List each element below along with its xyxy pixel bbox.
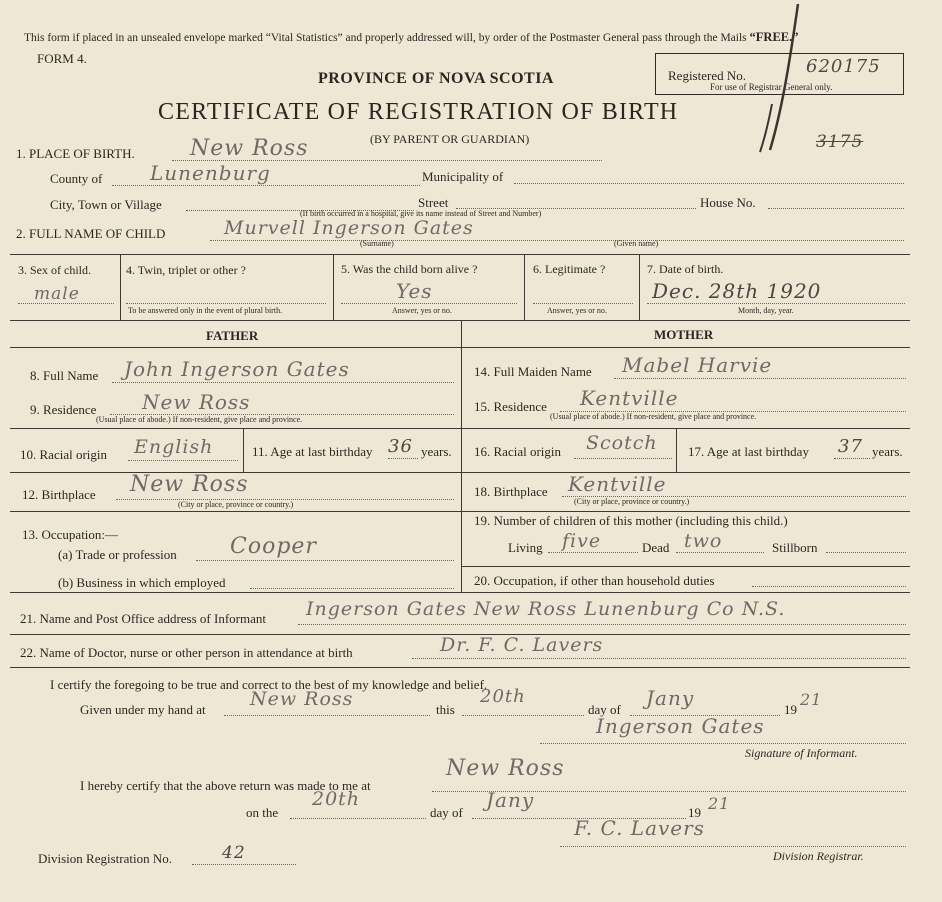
city-label: City, Town or Village	[50, 197, 162, 212]
father-heading: FATHER	[206, 328, 259, 343]
field-7-label: 7. Date of birth.	[647, 262, 724, 276]
field-9-label: 9. Residence	[30, 402, 97, 417]
attendant-value: Dr. F. C. Lavers	[440, 634, 604, 656]
given-year-prefix: 19	[784, 702, 797, 717]
postal-notice-text: This form if placed in an unsealed envelope marked “Vital Statistics” and properly addressed will, by order of the Postmaster General pass through the Mails	[24, 32, 747, 44]
father-racial-origin-value: English	[134, 436, 214, 458]
mother-residence-value: Kentville	[580, 386, 679, 410]
field-14-label: 14. Full Maiden Name	[474, 364, 592, 379]
mother-age-value: 37	[838, 436, 863, 457]
division-registration-label: Division Registration No.	[38, 851, 172, 866]
field-17-label: 17. Age at last birthday	[688, 444, 809, 459]
registered-label: Registered No.	[668, 68, 746, 83]
field-8-label: 8. Full Name	[30, 368, 99, 383]
field-22-label: 22. Name of Doctor, nurse or other person in attendance at birth	[20, 645, 353, 660]
mother-abode-note: (Usual place of abode.) If non-resident, give place and province.	[550, 412, 757, 421]
plural-birth-note: To be answered only in the event of plural birth.	[128, 306, 283, 315]
mother-heading: MOTHER	[654, 327, 714, 342]
field-13-label: 13. Occupation:—	[22, 527, 119, 542]
father-name-value: John Ingerson Gates	[124, 357, 350, 381]
given-year-value: 21	[800, 690, 823, 709]
father-abode-note: (Usual place of abode.) If non-resident, give place and province.	[96, 415, 303, 424]
mother-years-label: years.	[872, 444, 903, 459]
field-13b-label: (b) Business in which employed	[58, 575, 226, 590]
mother-birthplace-value: Kentville	[568, 472, 667, 496]
living-label: Living	[508, 540, 543, 555]
given-day-value: 20th	[480, 686, 526, 707]
return-certify-text: I hereby certify that the above return was made to me at	[80, 778, 371, 793]
stillborn-label: Stillborn	[772, 540, 818, 555]
born-alive-value: Yes	[396, 279, 433, 303]
division-registration-value: 42	[222, 843, 246, 863]
street-label: Street	[418, 195, 449, 210]
father-birthplace-value: New Ross	[130, 472, 249, 497]
certify-text: I certify the foregoing to be true and correct to the best of my knowledge and belief.	[50, 677, 488, 692]
division-registrar-label: Division Registrar.	[773, 849, 864, 863]
struck-number: 3175	[816, 132, 864, 152]
field-4-label: 4. Twin, triplet or other ?	[126, 263, 246, 277]
field-20-label: 20. Occupation, if other than household duties	[474, 573, 715, 588]
day-of-label: day of	[588, 702, 621, 717]
return-place-value: New Ross	[446, 756, 565, 781]
field-21-label: 21. Name and Post Office address of Informant	[20, 611, 266, 626]
this-label: this	[436, 702, 455, 717]
return-month-value: Jany	[486, 788, 535, 812]
given-label: Given under my hand at	[80, 702, 206, 717]
certificate-title: CERTIFICATE OF REGISTRATION OF BIRTH	[158, 99, 679, 125]
child-name-value: Murvell Ingerson Gates	[224, 217, 474, 239]
county-label: County of	[50, 171, 103, 186]
day-of-label-2: day of	[430, 805, 463, 820]
field-18-label: 18. Birthplace	[474, 484, 548, 499]
mother-racial-origin-value: Scotch	[586, 432, 658, 454]
field-12-label: 12. Birthplace	[22, 487, 96, 502]
place-of-birth-value: New Ross	[190, 136, 309, 161]
postal-notice-free: “FREE.”	[749, 30, 799, 44]
field-3-label: 3. Sex of child.	[18, 263, 91, 277]
dead-label: Dead	[642, 540, 670, 555]
form-number: FORM 4.	[37, 51, 87, 66]
father-years-label: years.	[421, 444, 452, 459]
registrar-only-note: For use of Registrar General only.	[710, 82, 833, 92]
living-value: five	[562, 530, 602, 552]
sex-value: male	[34, 284, 80, 304]
father-residence-value: New Ross	[142, 390, 251, 414]
field-5-label: 5. Was the child born alive ?	[341, 262, 478, 276]
informant-value: Ingerson Gates New Ross Lunenburg Co N.S.	[306, 598, 786, 620]
date-of-birth-note: Month, day, year.	[738, 306, 794, 315]
certificate-subtitle: (BY PARENT OR GUARDIAN)	[370, 132, 530, 146]
surname-note: (Surname)	[360, 239, 394, 248]
field-6-label: 6. Legitimate ?	[533, 262, 606, 276]
date-of-birth-value: Dec. 28th 1920	[652, 279, 822, 303]
return-day-value: 20th	[312, 788, 361, 810]
field-10-label: 10. Racial origin	[20, 447, 108, 462]
return-year-value: 21	[708, 794, 731, 813]
field-16-label: 16. Racial origin	[474, 444, 562, 459]
born-alive-note: Answer, yes or no.	[392, 306, 452, 315]
given-name-note: (Given name)	[614, 239, 659, 248]
given-place-value: New Ross	[250, 688, 354, 710]
registrar-signature: F. C. Lavers	[574, 816, 705, 840]
mother-name-value: Mabel Harvie	[622, 353, 773, 377]
signature-of-informant-label: Signature of Informant.	[745, 746, 858, 760]
registered-value: 620175	[806, 56, 881, 77]
county-value: Lunenburg	[150, 161, 271, 185]
return-year-prefix: 19	[688, 805, 701, 820]
field-19-label: 19. Number of children of this mother (including this child.)	[474, 513, 788, 528]
hospital-note: (If birth occurred in a hospital, give its name instead of Street and Number)	[300, 209, 542, 218]
field-1-label: 1. PLACE OF BIRTH.	[16, 146, 135, 161]
field-11-label: 11. Age at last birthday	[252, 444, 373, 459]
father-age-value: 36	[388, 436, 413, 457]
field-13a-label: (a) Trade or profession	[58, 547, 177, 562]
field-2-label: 2. FULL NAME OF CHILD	[16, 226, 166, 241]
municipality-label: Municipality of	[422, 169, 504, 184]
province-heading: PROVINCE OF NOVA SCOTIA	[318, 70, 554, 87]
father-trade-value: Cooper	[230, 534, 317, 559]
legitimate-note: Answer, yes or no.	[547, 306, 607, 315]
informant-signature: Ingerson Gates	[596, 714, 765, 738]
field-15-label: 15. Residence	[474, 399, 547, 414]
father-city-note: (City or place, province or country.)	[178, 500, 294, 509]
on-the-label: on the	[246, 805, 279, 820]
mother-city-note: (City or place, province or country.)	[574, 497, 690, 506]
house-number-label: House No.	[700, 195, 756, 210]
given-month-value: Jany	[646, 686, 695, 710]
dead-value: two	[684, 530, 723, 552]
